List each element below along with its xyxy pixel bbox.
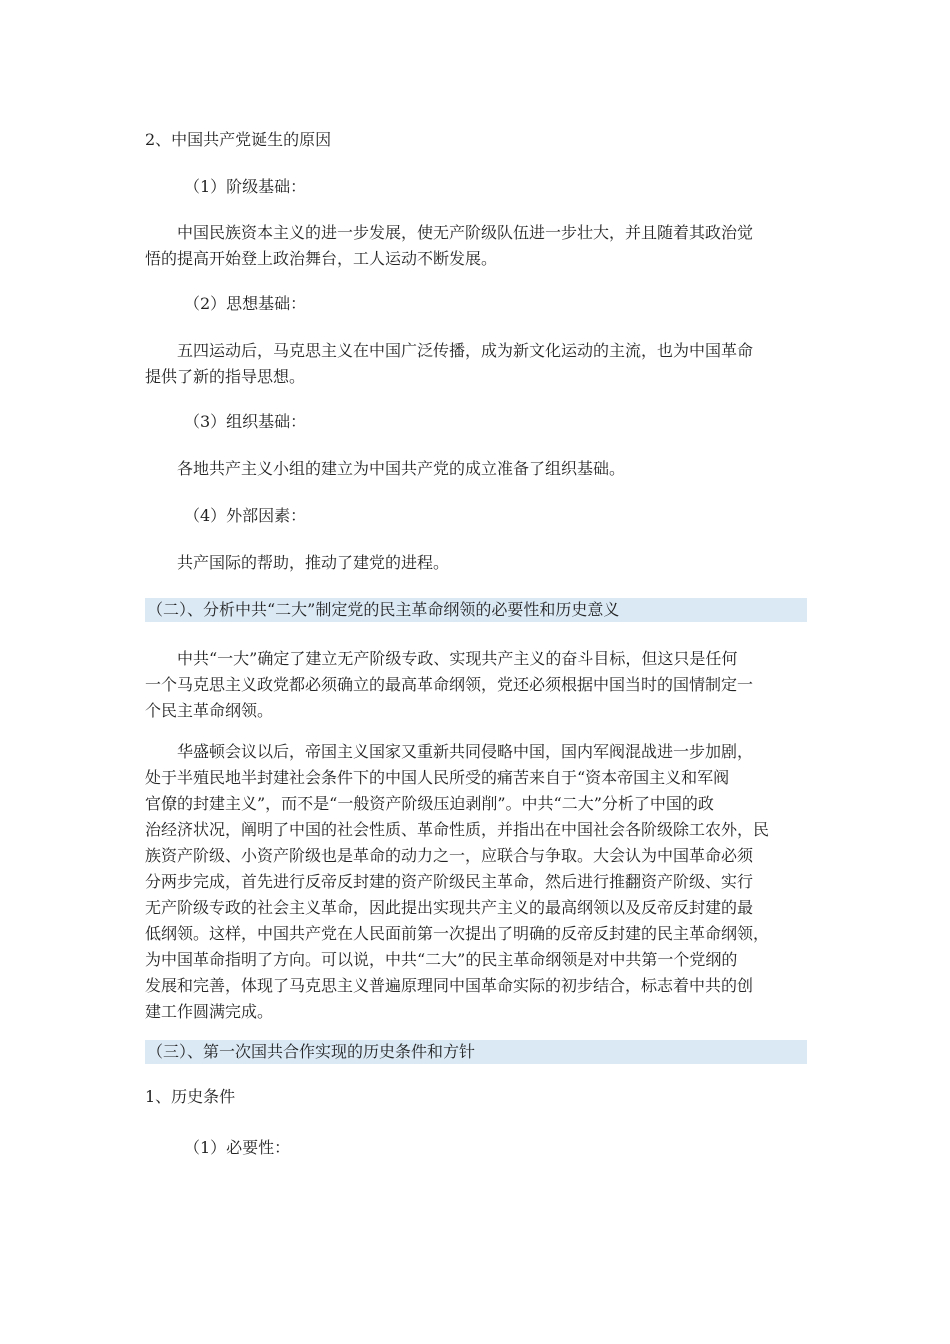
section-title-text: 2、中国共产党诞生的原因 — [145, 130, 332, 149]
item-label: （4）外部因素： — [184, 506, 307, 525]
paragraph: 五四运动后，马克思主义在中国广泛传播，成为新文化运动的主流，也为中国革命 提供了新的指导思想。 — [145, 341, 754, 386]
item-label: （1）必要性： — [184, 1138, 291, 1157]
paragraph: 中共“一大”确定了建立无产阶级专政、实现共产主义的奋斗目标，但这只是任何 一个马克思主义政党都必须确立的最高革命纲领，党还必须根据中国当时的国情制定一 个民主革命纲领。 — [145, 649, 754, 720]
section-heading: （三）、第一次国共合作实现的历史条件和方针 — [147, 1042, 476, 1061]
section-heading-band — [145, 1040, 807, 1064]
paragraph: 华盛顿会议以后，帝国主义国家又重新共同侵略中国，国内军阀混战进一步加剧， 处于半殖民地半封建社会条件下的中国人民所受的痛苦来自于“资本帝国主义和军阀 官僚的封建主义”，而不是“一般资产阶级压迫剥削”。中共“二大”分析了中国的政 治经济状况，阐明了中国的社会性质、革命性质，并指出在中国社会各阶级除工农外，民 族资产阶级、小资产阶级也是革命的动力之一，应联合与争取。大会认为中国革命必须 分两步完成，首先进行反帝反封建的资产阶级民主革命，然后进行推翻资产阶级、实行 无产阶级专政的社会主义革命，因此提出实现共产主义的最高纲领以及反帝反封建的最 低纲领。这样，中国共产党在人民面前第一次提出了明确的反帝反封建的民主革命纲领， 为中国革命指明了方向。可以说，中共“二大”的民主革命纲领是对中共第一个党纲的 发展和完善，体现了马克思主义普遍原理同中国革命实际的初步结合，标志着中共的创 建工作圆满完成。 — [145, 742, 770, 1021]
paragraph: 中国民族资本主义的进一步发展，使无产阶级队伍进一步壮大，并且随着其政治觉 悟的提高开始登上政治舞台，工人运动不断发展。 — [145, 223, 754, 268]
section-heading-band — [145, 598, 807, 622]
subsection-title: 1、历史条件 — [145, 1087, 236, 1106]
section-heading: （二）、分析中共“二大”制定党的民主革命纲领的必要性和历史意义 — [147, 600, 620, 619]
item-label: （2）思想基础： — [184, 294, 307, 313]
section-title — [145, 127, 807, 153]
paragraph: 各地共产主义小组的建立为中国共产党的成立准备了组织基础。 — [177, 459, 626, 478]
item-label: （3）组织基础： — [184, 412, 307, 431]
item-label: （1）阶级基础： — [184, 177, 307, 196]
paragraph: 共产国际的帮助，推动了建党的进程。 — [177, 553, 450, 572]
